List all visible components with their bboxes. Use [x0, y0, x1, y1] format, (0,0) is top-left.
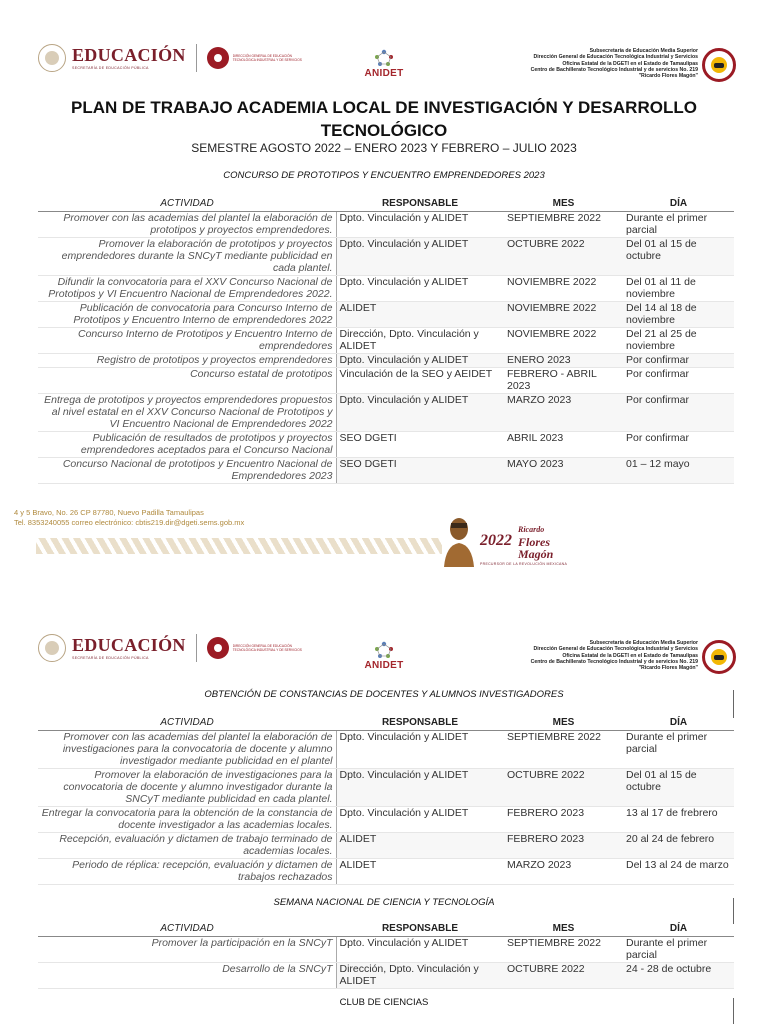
educacion-logo: [38, 44, 303, 72]
column-header-mes: MES: [504, 922, 623, 937]
year-name: [518, 524, 553, 560]
cell-dia: Del 01 al 11 de noviembre: [623, 276, 734, 302]
page-subtitle: SEMESTRE AGOSTO 2022 – ENERO 2023 Y FEBRERO – JULIO 2023: [191, 141, 577, 155]
educacion-logo-text: EDUCACIÓN: [72, 635, 186, 655]
table-row: [38, 238, 734, 276]
section-heading-semana: SEMANA NACIONAL DE CIENCIA Y TECNOLOGÍA: [273, 897, 495, 908]
column-header-responsable: RESPONSABLE: [336, 197, 504, 212]
anidet-label: ANIDET: [364, 660, 404, 671]
cell-actividad: Registro de prototipos y proyectos emprendedores: [38, 354, 336, 368]
margin-line: [733, 998, 734, 1024]
table-row: [38, 859, 734, 885]
cell-mes: SEPTIEMBRE 2022: [504, 731, 623, 769]
cell-actividad: Concurso Interno de Prototipos y Encuentro Interno de emprendedores: [38, 328, 336, 354]
cell-mes: FEBRERO 2023: [504, 807, 623, 833]
institution-info: [531, 640, 698, 671]
cell-responsable: Dirección, Dpto. Vinculación y ALIDET: [336, 963, 504, 989]
cell-actividad: Desarrollo de la SNCyT: [38, 963, 336, 989]
educacion-logo-subtext: SECRETARÍA DE EDUCACIÓN PÚBLICA: [72, 66, 149, 70]
info-line: Centro de Bachillerato Tecnológico Industrial y de servicios No. 219: [530, 66, 698, 73]
cell-mes: OCTUBRE 2022: [504, 769, 623, 807]
cell-dia: 24 - 28 de octubre: [623, 963, 734, 989]
year-caption: PRECURSOR DE LA REVOLUCIÓN MEXICANA: [480, 562, 568, 566]
logo-divider: [196, 44, 197, 72]
cell-mes: ENERO 2023: [504, 354, 623, 368]
table-row: [38, 963, 734, 989]
table-row: [38, 302, 734, 328]
anidet-logo: [360, 640, 408, 671]
educacion-logo-text: EDUCACIÓN: [72, 45, 186, 65]
constancias-table: [38, 716, 734, 885]
table-header-row: [38, 922, 734, 937]
cell-actividad: Promover la participación en la SNCyT: [38, 937, 336, 963]
table-row: [38, 833, 734, 859]
column-header-responsable: RESPONSABLE: [336, 716, 504, 731]
cell-dia: Por confirmar: [623, 354, 734, 368]
cell-responsable: ALIDET: [336, 833, 504, 859]
cell-responsable: Dpto. Vinculación y ALIDET: [336, 807, 504, 833]
cell-actividad: Promover con las academias del plantel la elaboración de investigaciones para la convocatoria de docente y alumno investigador mediante publicidad en el plantel: [38, 731, 336, 769]
column-header-actividad: ACTIVIDAD: [38, 197, 336, 212]
cell-actividad: Entregar la convocatoria para la obtención de la constancia de docente investigador a las academias locales.: [38, 807, 336, 833]
info-line: "Ricardo Flores Magón": [638, 665, 698, 672]
cell-responsable: Dpto. Vinculación y ALIDET: [336, 238, 504, 276]
cell-mes: OCTUBRE 2022: [504, 963, 623, 989]
page-title: PLAN DE TRABAJO ACADEMIA LOCAL DE INVESTIGACIÓN Y DESARROLLO TECNOLÓGICO: [71, 98, 697, 140]
info-line: Centro de Bachillerato Tecnológico Industrial y de servicios No. 219: [530, 658, 698, 665]
cell-actividad: Periodo de réplica: recepción, evaluación y dictamen de trabajos rechazados: [38, 859, 336, 885]
info-line: Subsecretaría de Educación Media Superior: [589, 48, 698, 54]
column-header-mes: MES: [504, 197, 623, 212]
cell-mes: FEBRERO 2023: [504, 833, 623, 859]
cell-dia: Del 01 al 15 de octubre: [623, 238, 734, 276]
cell-mes: OCTUBRE 2022: [504, 238, 623, 276]
institution-info: [531, 48, 698, 79]
cell-dia: 13 al 17 de frebrero: [623, 807, 734, 833]
column-header-dia: DÍA: [623, 197, 734, 212]
table-row: [38, 769, 734, 807]
page-header-2: [0, 634, 768, 684]
cell-dia: 01 – 12 mayo: [623, 458, 734, 484]
cell-responsable: Dpto. Vinculación y ALIDET: [336, 276, 504, 302]
cell-mes: MARZO 2023: [504, 394, 623, 432]
cell-responsable: ALIDET: [336, 302, 504, 328]
page-footer: [14, 508, 244, 528]
margin-line: [733, 690, 734, 718]
cell-dia: Por confirmar: [623, 394, 734, 432]
cell-dia: 20 al 24 de febrero: [623, 833, 734, 859]
anidet-label: ANIDET: [364, 68, 404, 79]
dgeti-logo-text: DIRECCIÓN GENERAL DE EDUCACIÓN TECNOLÓGICA INDUSTRIAL Y DE SERVICIOS: [232, 644, 302, 652]
cell-dia: Del 01 al 15 de octubre: [623, 769, 734, 807]
dgeti-gear-icon: [207, 47, 229, 69]
section-heading-constancias: OBTENCIÓN DE CONSTANCIAS DE DOCENTES Y ALUMNOS INVESTIGADORES: [204, 689, 564, 700]
column-header-actividad: ACTIVIDAD: [38, 922, 336, 937]
dgeti-gear-icon: [207, 637, 229, 659]
table-row: [38, 394, 734, 432]
year-name-third: Magón: [518, 547, 554, 561]
concurso-table: [38, 197, 734, 484]
column-header-responsable: RESPONSABLE: [336, 922, 504, 937]
cell-actividad: Concurso Nacional de prototipos y Encuentro Nacional de Emprendedores 2023: [38, 458, 336, 484]
dgeti-logo-text: DIRECCIÓN GENERAL DE EDUCACIÓN TECNOLÓGICA INDUSTRIAL Y DE SERVICIOS: [232, 54, 302, 62]
portrait-icon: [442, 515, 476, 567]
cell-mes: NOVIEMBRE 2022: [504, 302, 623, 328]
network-icon: [372, 640, 396, 660]
margin-line: [733, 898, 734, 924]
cbtis-logo-icon: [702, 48, 736, 82]
cell-mes: FEBRERO - ABRIL 2023: [504, 368, 623, 394]
section-heading-club: CLUB DE CIENCIAS: [339, 997, 429, 1008]
cell-dia: Del 13 al 24 de marzo: [623, 859, 734, 885]
cell-dia: Durante el primer parcial: [623, 937, 734, 963]
cell-responsable: Dpto. Vinculación y ALIDET: [336, 731, 504, 769]
cell-dia: Por confirmar: [623, 432, 734, 458]
educacion-logo: [38, 634, 303, 662]
semana-table: [38, 922, 734, 989]
footer-contact: Tel. 8353240055 correo electrónico: cbtis219.dir@dgeti.sems.gob.mx: [14, 518, 245, 527]
network-icon: [372, 48, 396, 68]
table-row: [38, 937, 734, 963]
seal-icon: [38, 634, 66, 662]
table-row: [38, 212, 734, 238]
anidet-logo: [360, 48, 408, 79]
cell-actividad: Publicación de resultados de prototipos y proyectos emprendedores aceptados para el Concurso Nacional: [38, 432, 336, 458]
cell-responsable: Dpto. Vinculación y ALIDET: [336, 354, 504, 368]
table-row: [38, 368, 734, 394]
info-line: Oficina Estatal de la DGETI en el Estado de Tamaulipas: [562, 60, 698, 67]
logo-divider: [196, 634, 197, 662]
table-header-row: [38, 716, 734, 731]
cell-mes: NOVIEMBRE 2022: [504, 276, 623, 302]
section-heading-concurso: CONCURSO DE PROTOTIPOS Y ENCUENTRO EMPRENDEDORES 2023: [223, 170, 545, 181]
column-header-mes: MES: [504, 716, 623, 731]
table-row: [38, 276, 734, 302]
footer-address: 4 y 5 Bravo, No. 26 CP 87780, Nuevo Padilla Tamaulipas: [14, 508, 204, 517]
cell-actividad: Publicación de convocatoria para Concurso Interno de Prototipos y Encuentro Interno de emprendedores 2022: [38, 302, 336, 328]
column-header-actividad: ACTIVIDAD: [38, 716, 336, 731]
info-line: Subsecretaría de Educación Media Superior: [589, 640, 698, 646]
cell-mes: SEPTIEMBRE 2022: [504, 937, 623, 963]
cell-mes: ABRIL 2023: [504, 432, 623, 458]
cell-dia: Durante el primer parcial: [623, 731, 734, 769]
table-row: [38, 807, 734, 833]
info-line: "Ricardo Flores Magón": [638, 73, 698, 80]
cell-dia: Del 21 al 25 de noviembre: [623, 328, 734, 354]
table-row: [38, 354, 734, 368]
column-header-dia: DÍA: [623, 716, 734, 731]
cell-responsable: Vinculación de la SEO y AEIDET: [336, 368, 504, 394]
cell-responsable: SEO DGETI: [336, 432, 504, 458]
educacion-logo-subtext: SECRETARÍA DE EDUCACIÓN PÚBLICA: [72, 656, 149, 660]
cell-responsable: Dpto. Vinculación y ALIDET: [336, 937, 504, 963]
column-header-dia: DÍA: [623, 922, 734, 937]
cell-responsable: SEO DGETI: [336, 458, 504, 484]
cell-actividad: Entrega de prototipos y proyectos emprendedores propuestos al nivel estatal en el XXV Concurso Nacional de Prototipos y VI Encuentro Nacional de Emprendedores 2022: [38, 394, 336, 432]
year-name-first: Ricardo: [518, 525, 545, 534]
table-header-row: [38, 197, 734, 212]
cell-mes: MARZO 2023: [504, 859, 623, 885]
year-name-second: Flores: [518, 535, 551, 549]
page-header: [0, 44, 768, 94]
cell-responsable: ALIDET: [336, 859, 504, 885]
seal-icon: [38, 44, 66, 72]
info-line: Dirección General de Educación Tecnológica Industrial y Servicios: [533, 646, 698, 653]
cell-dia: Durante el primer parcial: [623, 212, 734, 238]
cell-responsable: Dpto. Vinculación y ALIDET: [336, 769, 504, 807]
cell-dia: Por confirmar: [623, 368, 734, 394]
cell-responsable: Dpto. Vinculación y ALIDET: [336, 394, 504, 432]
table-row: [38, 328, 734, 354]
table-row: [38, 731, 734, 769]
cell-actividad: Difundir la convocatoria para el XXV Concurso Nacional de Prototipos y VI Encuentro Nacional de Emprendedores 2022.: [38, 276, 336, 302]
decorative-band: [36, 538, 442, 554]
cell-mes: NOVIEMBRE 2022: [504, 328, 623, 354]
table-row: [38, 432, 734, 458]
cell-actividad: Recepción, evaluación y dictamen de trabajo terminado de academias locales.: [38, 833, 336, 859]
cell-responsable: Dirección, Dpto. Vinculación y ALIDET: [336, 328, 504, 354]
cell-actividad: Promover la elaboración de investigaciones para la convocatoria de docente y alumno investigador durante la SNCyT mediante publicidad en cada plantel.: [38, 769, 336, 807]
cell-mes: MAYO 2023: [504, 458, 623, 484]
cell-responsable: Dpto. Vinculación y ALIDET: [336, 212, 504, 238]
cell-actividad: Promover con las academias del plantel la elaboración de prototipos y proyectos emprendedores.: [38, 212, 336, 238]
year-2022-label: 2022: [480, 532, 512, 549]
cell-actividad: Promover la elaboración de prototipos y proyectos emprendedores durante la SNCyT mediante publicidad en cada plantel.: [38, 238, 336, 276]
table-row: [38, 458, 734, 484]
info-line: Dirección General de Educación Tecnológica Industrial y Servicios: [533, 54, 698, 61]
cell-actividad: Concurso estatal de prototipos: [38, 368, 336, 394]
info-line: Oficina Estatal de la DGETI en el Estado de Tamaulipas: [562, 652, 698, 659]
cell-mes: SEPTIEMBRE 2022: [504, 212, 623, 238]
cbtis-logo-icon: [702, 640, 736, 674]
cell-dia: Del 14 al 18 de noviembre: [623, 302, 734, 328]
